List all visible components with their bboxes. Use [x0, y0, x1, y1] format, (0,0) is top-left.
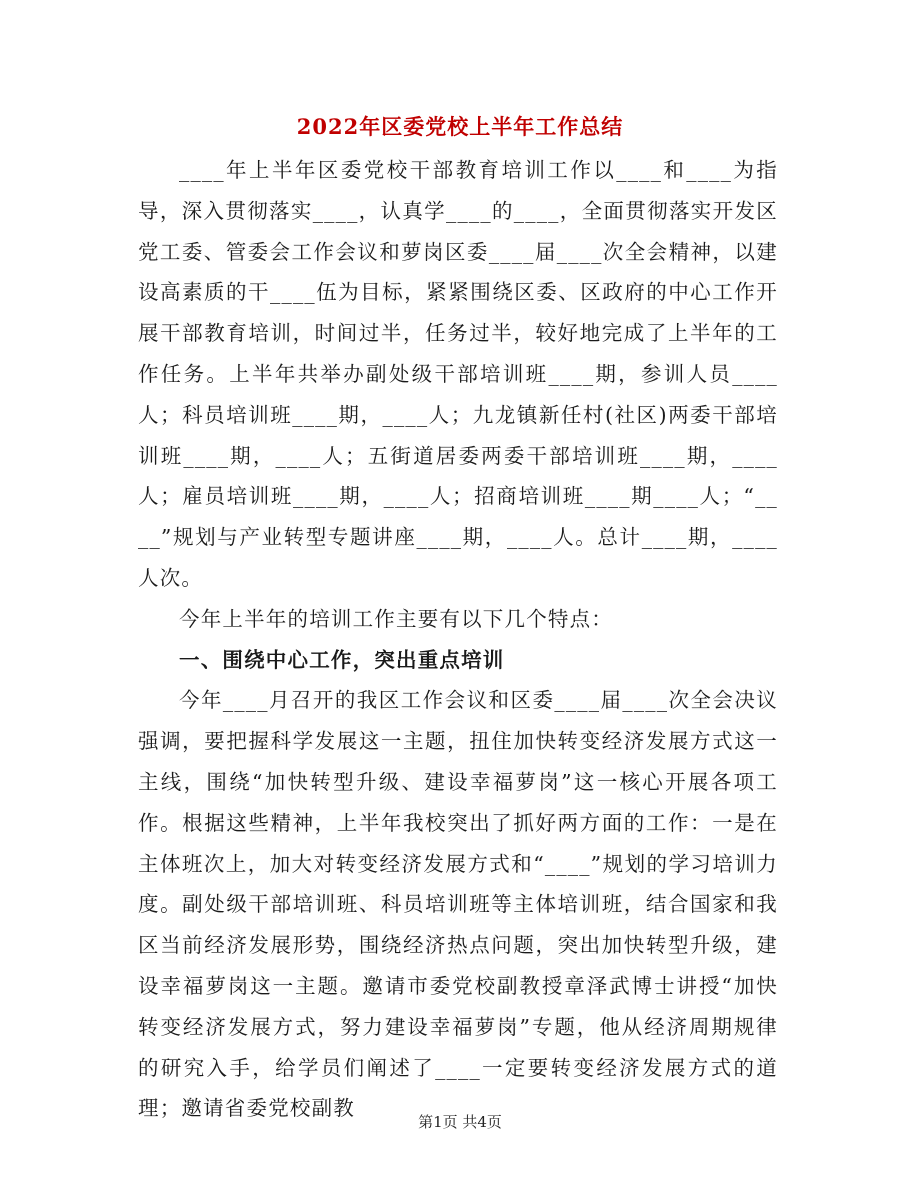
paragraph-section-1: 今年____月召开的我区工作会议和区委____届____次全会决议强调，要把握科学发展这一主题，扭住加快转变经济发展方式这一主线，围绕“加快转型升级、建设幸福萝岗”这一核心开展各项工作。根据这些精神，上半年我校突出了抓好两方面的工作：一是在主体班次上，加大对转变经济发展方式和“____”规划的学习培训力度。副处级干部培训班、科员培训班等主体培训班，结合国家和我区当前经济发展形势，围绕经济热点问题，突出加快转型升级，建设幸福萝岗这一主题。邀请市委党校副教授章泽武博士讲授“加快转变经济发展方式，努力建设幸福萝岗”专题，他从经济周期规律的研究入手，给学员们阐述了____一定要转变经济发展方式的道理；邀请省委党校副教 — [138, 688, 778, 1121]
paragraph-intro: ____年上半年区委党校干部教育培训工作以____和____为指导，深入贯彻落实____，认真学____的____，全面贯彻落实开发区党工委、管委会工作会议和萝岗区委____届____次全会精神，以建设高素质的干____伍为目标，紧紧围绕区委、区政府的中心工作开展干部教育培训，时间过半，任务过半，较好地完成了上半年的工作任务。上半年共举办副处级干部培训班____期，参训人员____人；科员培训班____期，____人；九龙镇新任村(社区)两委干部培训班____期，____人；五街道居委两委干部培训班____期，____人；雇员培训班____期，____人；招商培训班____期____人；“____”规划与产业转型专题讲座____期，____人。总计____期，____人次。 — [138, 158, 778, 590]
document-body — [138, 150, 778, 1129]
page-footer: 第1页 共4页 — [418, 1113, 502, 1131]
document-title: 2022年区委党校上半年工作总结 — [296, 114, 624, 139]
paragraph-features-lead: 今年上半年的培训工作主要有以下几个特点： — [179, 606, 613, 631]
section-heading-1: 一、围绕中心工作，突出重点培训 — [179, 647, 505, 672]
